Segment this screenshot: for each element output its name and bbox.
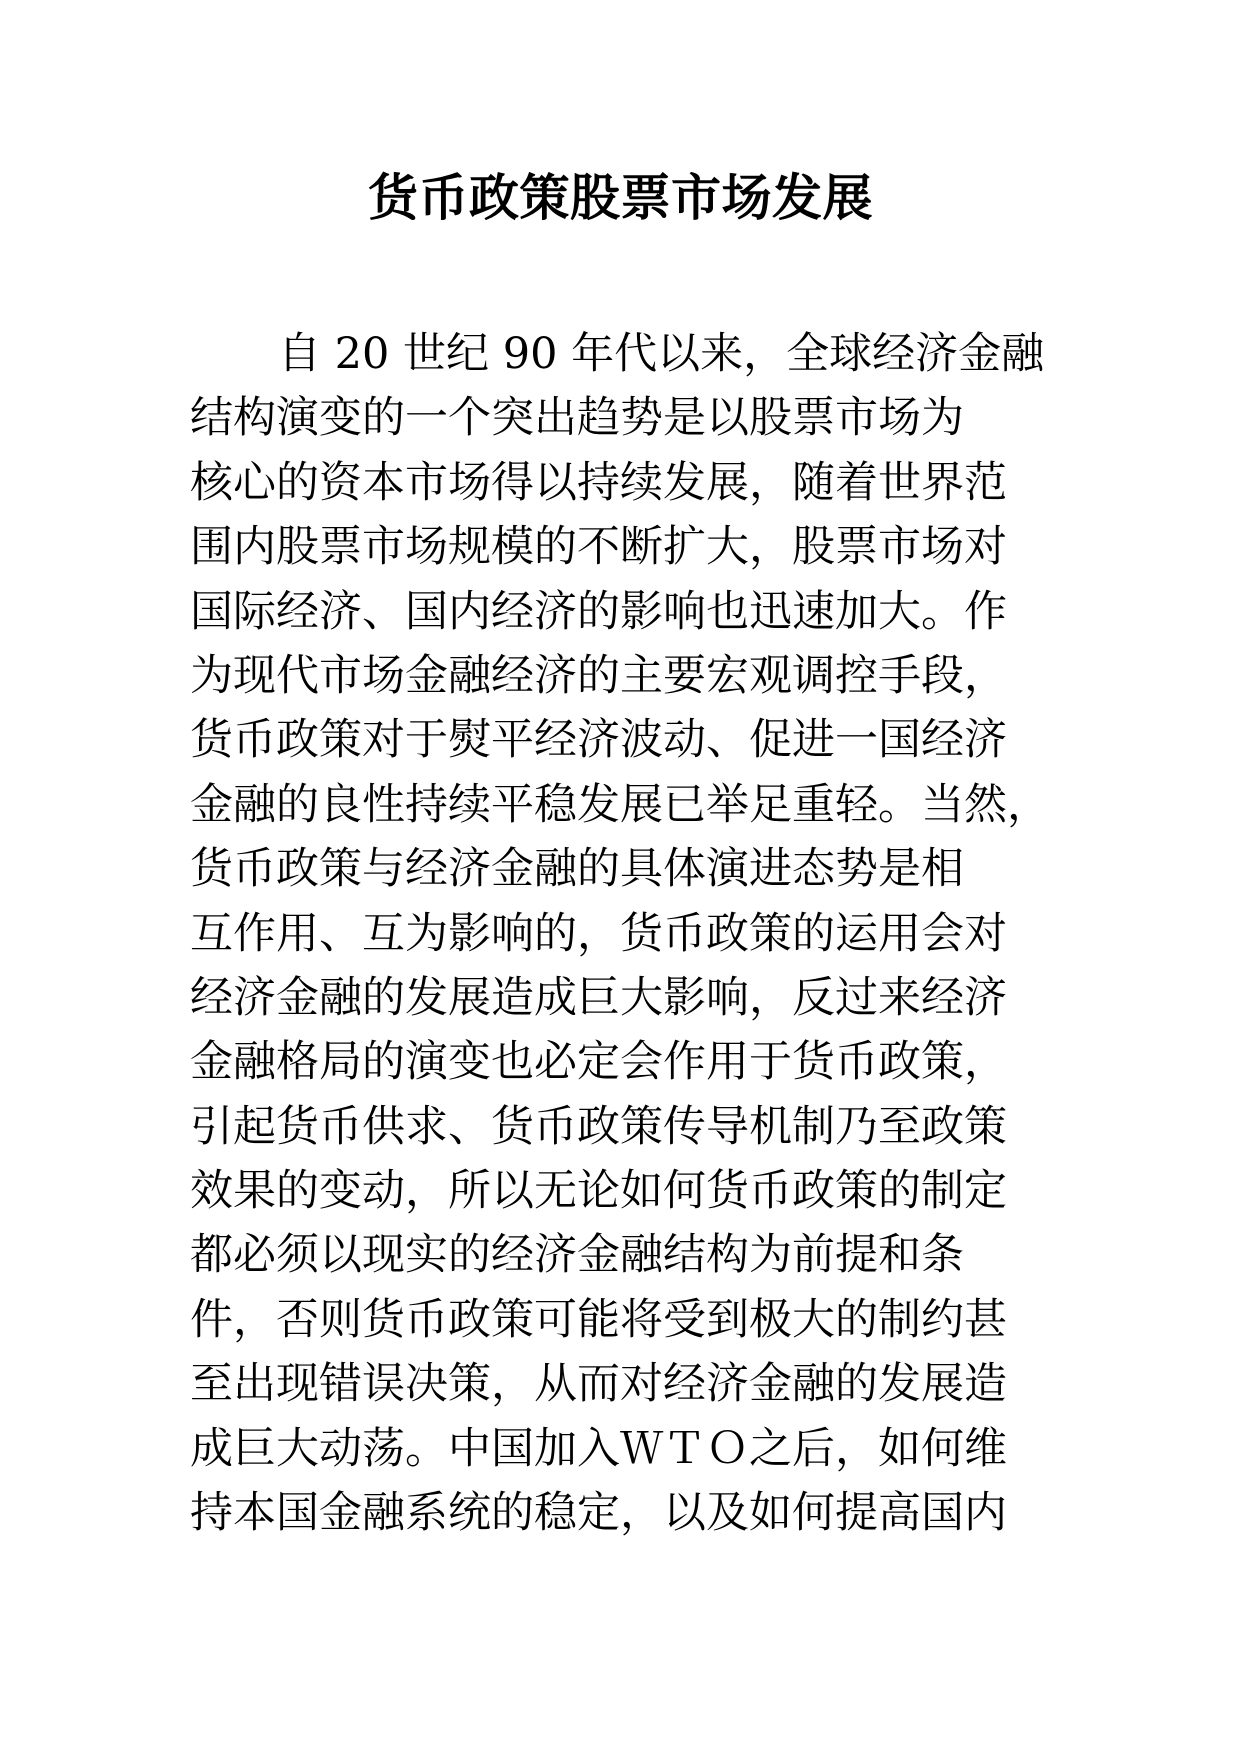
paragraph-line: 核心的资本市场得以持续发展，随着世界范 [190, 457, 1007, 508]
paragraph-line: 互作用、互为影响的，货币政策的运用会对 [190, 908, 1007, 959]
body-paragraph [190, 322, 1090, 1545]
paragraph-line: 金融格局的演变也必定会作用于货币政策， [190, 1037, 1007, 1088]
paragraph-line: 至出现错误决策，从而对经济金融的发展造 [190, 1359, 1007, 1410]
paragraph-line: 结构演变的一个突出趋势是以股票市场为 [190, 393, 964, 444]
paragraph-line: 件，否则货币政策可能将受到极大的制约甚 [190, 1294, 1007, 1345]
paragraph-line: 国际经济、国内经济的影响也迅速加大。作 [190, 586, 1007, 637]
paragraph-line: 引起货币供求、货币政策传导机制乃至政策 [190, 1101, 1007, 1152]
paragraph-line: 自 20 世纪 90 年代以来，全球经济金融 [278, 329, 1045, 379]
paragraph-line: 效果的变动，所以无论如何货币政策的制定 [190, 1166, 1007, 1217]
paragraph-line: 为现代市场金融经济的主要宏观调控手段， [190, 650, 1007, 701]
document-title: 货币政策股票市场发展 [368, 168, 873, 227]
paragraph-line: 都必须以现实的经济金融结构为前提和条 [190, 1230, 964, 1281]
paragraph-line: 持本国金融系统的稳定，以及如何提高国内 [190, 1488, 1007, 1539]
paragraph-line: 货币政策与经济金融的具体演进态势是相 [190, 844, 964, 895]
paragraph-line: 货币政策对于熨平经济波动、促进一国经济 [190, 715, 1007, 766]
paragraph-line: 成巨大动荡。中国加入ＷＴＯ之后，如何维 [190, 1423, 1007, 1474]
paragraph-line: 经济金融的发展造成巨大影响，反过来经济 [190, 972, 1007, 1023]
paragraph-line: 围内股票市场规模的不断扩大，股票市场对 [190, 522, 1007, 573]
paragraph-line: 金融的良性持续平稳发展已举足重轻。当然， [190, 779, 1050, 830]
